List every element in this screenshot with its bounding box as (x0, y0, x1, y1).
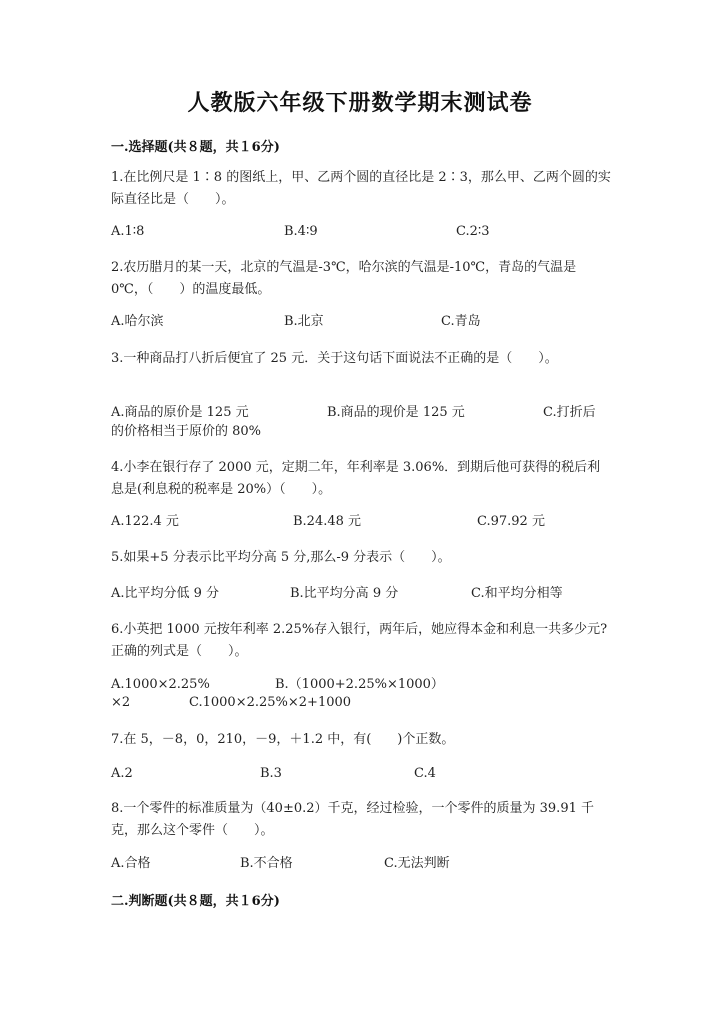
q1-option-c: C.2∶3 (456, 224, 490, 239)
q8-option-c: C.无法判断 (384, 856, 450, 871)
question-4: 4.小李在银行存了 2000 元，定期二年，年利率是 3.06%．到期后他可获得的税后利息是(利息税的税率是 20%）（ ）。 (111, 460, 601, 497)
question-7: 7.在 5，－8，0，210，－9，＋1.2 中，有( )个正数。 (111, 732, 455, 747)
q1-option-b: B.4∶9 (284, 224, 318, 239)
q7-option-b: B.3 (260, 766, 282, 781)
question-1: 1.在比例尺是 1∶8 的图纸上，甲、乙两个圆的直径比是 2∶3，那么甲、乙两个圆的实际直径比是（ ）。 (111, 170, 611, 207)
page-title: 人教版六年级下册数学期末测试卷 (187, 90, 533, 116)
question-3: 3.一种商品打八折后便宜了 25 元．关于这句话下面说法不正确的是（ ）。 (111, 351, 558, 366)
q6-option-b-continued: ×2 (111, 695, 131, 710)
q2-option-b: B.北京 (284, 314, 324, 329)
q1-option-a: A.1∶8 (111, 224, 145, 239)
q4-option-b: B.24.48 元 (293, 514, 362, 529)
question-6: 6.小英把 1000 元按年利率 2.25%存入银行，两年后，她应得本金和利息一共多少元?正确的列式是（ ）。 (111, 622, 608, 659)
q3-option-a: A.商品的原价是 125 元 (111, 405, 249, 420)
q6-option-a: A.1000×2.25% (111, 677, 210, 692)
question-8: 8.一个零件的标准质量为（40±0.2）千克，经过检验，一个零件的质量为 39.91 千克，那么这个零件（ ）。 (111, 801, 594, 838)
q5-option-a: A.比平均分低 9 分 (111, 586, 220, 601)
q7-option-c: C.4 (414, 766, 436, 781)
q3-option-b: B.商品的现价是 125 元 (327, 405, 465, 420)
section-heading-judgement: 二.判断题(共８题，共１6分) (111, 894, 280, 909)
q6-option-b: B.（1000+2.25%×1000） (275, 677, 444, 692)
q8-option-a: A.合格 (111, 856, 151, 871)
q2-option-c: C.青岛 (441, 314, 481, 329)
q3-option-c-continued: 的价格相当于原价的 80% (111, 424, 262, 439)
q3-option-c: C.打折后 (543, 405, 596, 420)
q6-option-c: C.1000×2.25%×2+1000 (189, 695, 352, 710)
question-2: 2.农历腊月的某一天，北京的气温是-3℃，哈尔滨的气温是-10℃，青岛的气温是 0℃，（ ）的温度最低。 (111, 260, 577, 297)
q4-option-c: C.97.92 元 (477, 514, 545, 529)
q8-option-b: B.不合格 (240, 856, 293, 871)
q5-option-c: C.和平均分相等 (471, 586, 563, 601)
q2-option-a: A.哈尔滨 (111, 314, 164, 329)
q7-option-a: A.2 (111, 766, 133, 781)
q5-option-b: B.比平均分高 9 分 (290, 586, 399, 601)
q4-option-a: A.122.4 元 (111, 514, 179, 529)
section-heading-choice: 一.选择题(共８题，共１6分) (111, 140, 280, 155)
question-5: 5.如果+5 分表示比平均分高 5 分,那么-9 分表示（ ）。 (111, 550, 451, 565)
